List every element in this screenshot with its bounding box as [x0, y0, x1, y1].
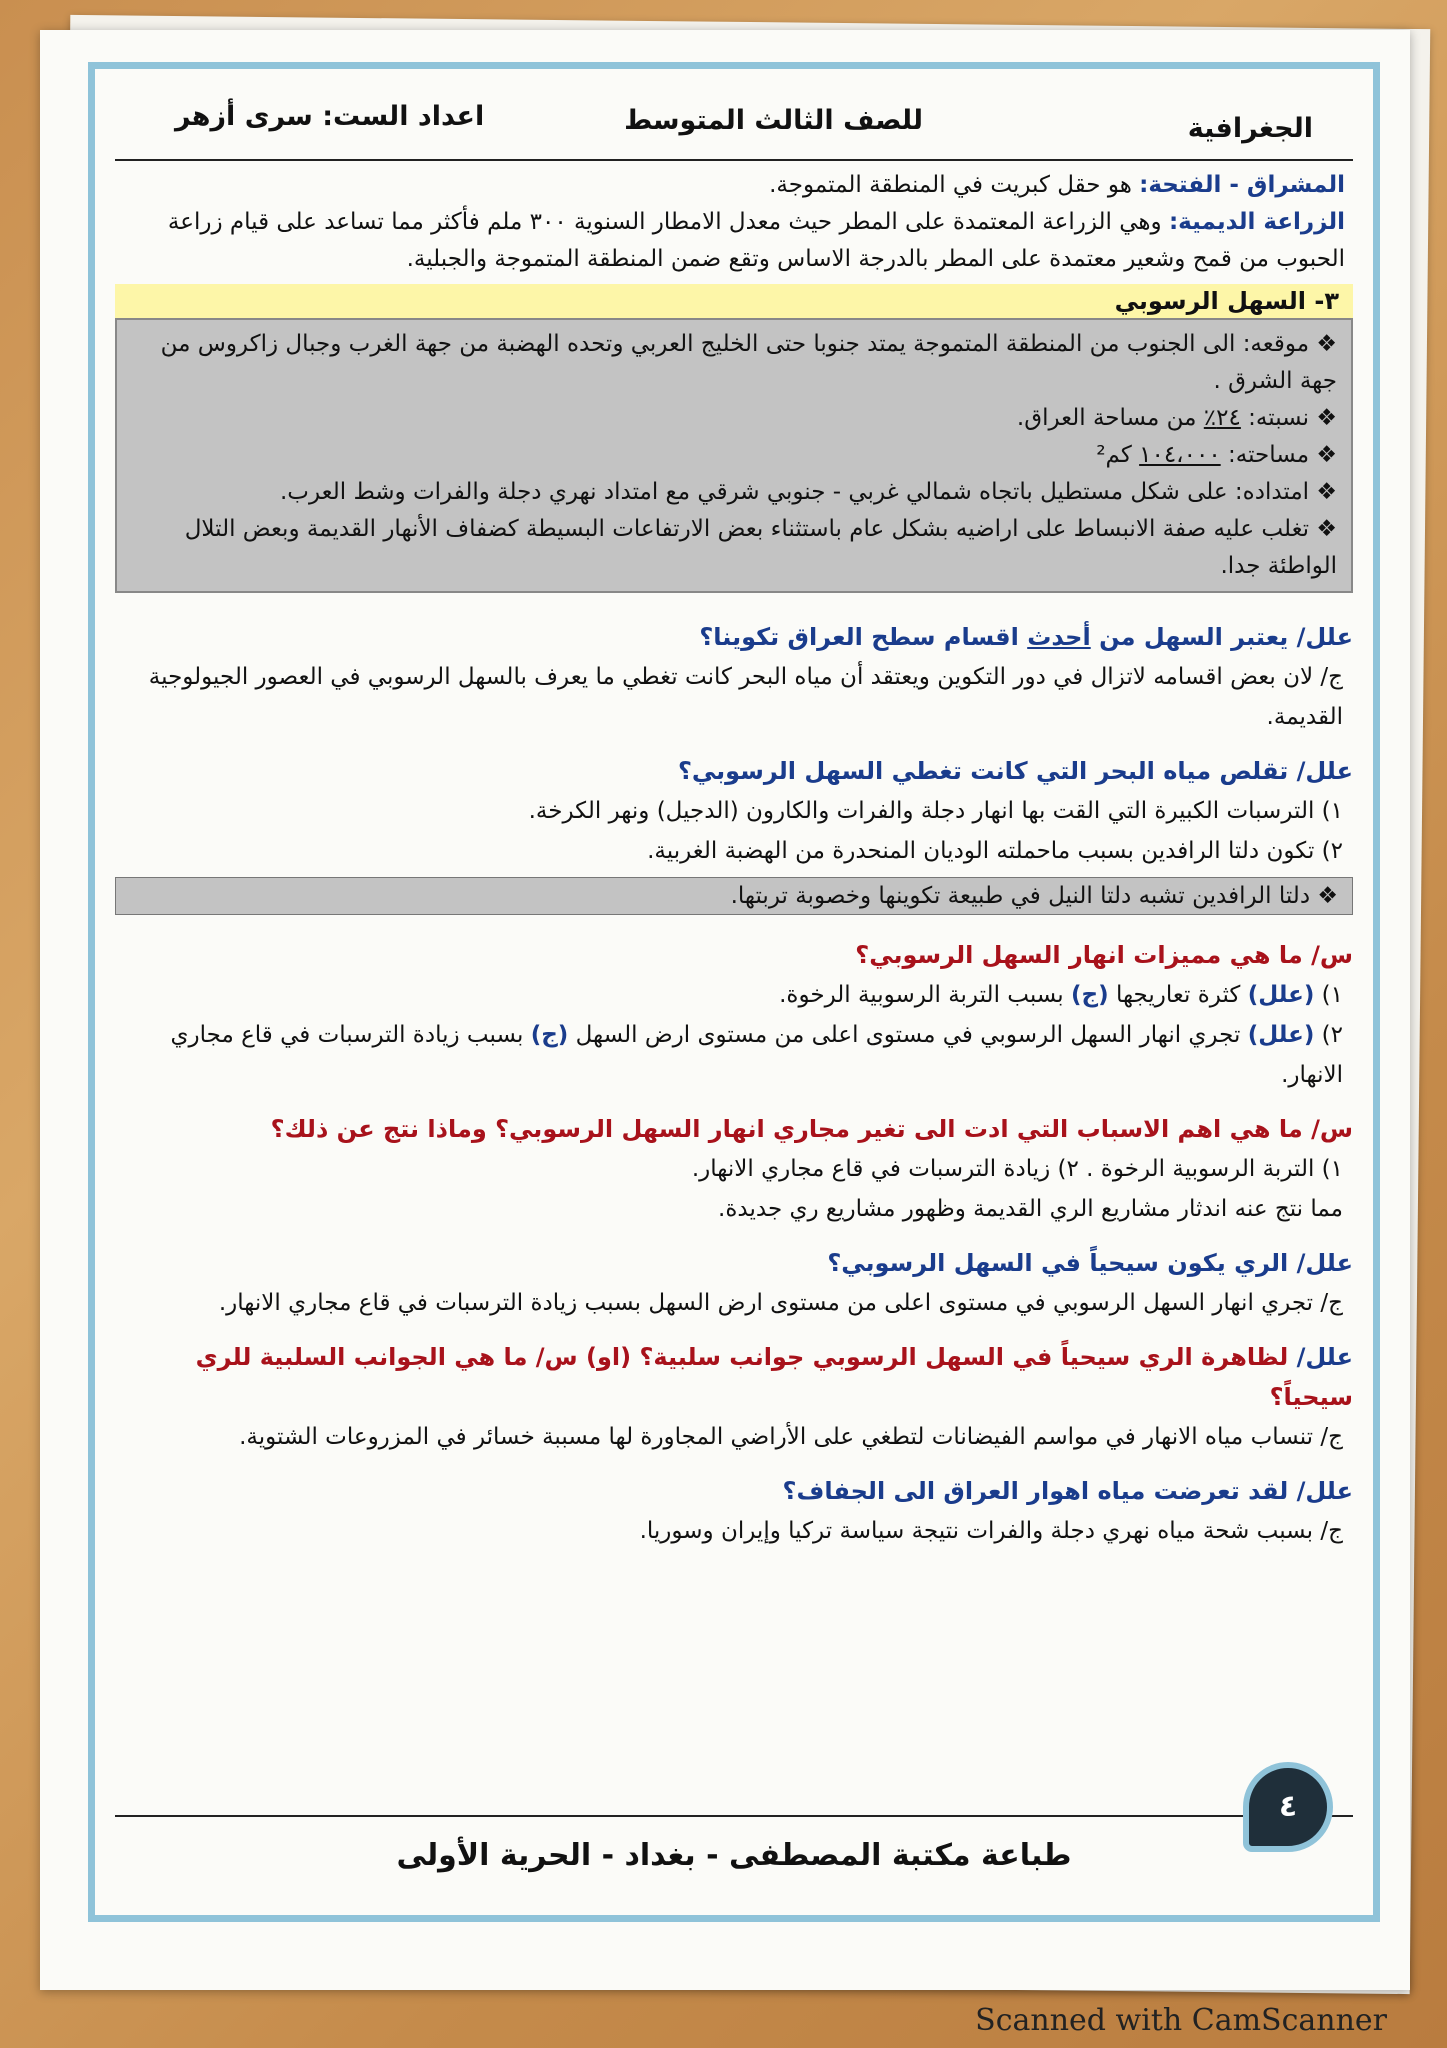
answer-6: ج/ تنساب مياه الانهار في مواسم الفيضانات لتطغي على الأراضي المجاورة لها مسببة خسائر في المزروعات الشتوية. — [239, 1424, 1343, 1450]
question-2-text: تقلص مياه البحر التي كانت تغطي السهل الرسوبي؟ — [677, 757, 1297, 785]
section-title: ٣- السهل الرسوبي — [1114, 287, 1339, 315]
delta-note: ❖ دلتا الرافدين تشبه دلتا النيل في طبيعة تكوينها وخصوبة تربتها. — [115, 877, 1353, 915]
question-4-text: ما هي اهم الاسباب التي ادت الى تغير مجاري انهار السهل الرسوبي؟ وماذا نتج عن ذلك؟ — [270, 1115, 1312, 1143]
answer-3-item-2-num: ٢) — [1314, 1022, 1343, 1048]
question-4-label: س/ — [1311, 1115, 1353, 1143]
answer-3-item-1 — [115, 975, 1353, 1015]
rainfed-paragraph — [123, 204, 1345, 278]
question-1-text-a: يعتبر السهل من — [1090, 623, 1297, 651]
question-5 — [115, 1243, 1353, 1283]
question-3-label: س/ — [1311, 941, 1353, 969]
question-7 — [115, 1471, 1353, 1511]
footer-publisher: طباعة مكتبة المصطفى - بغداد - الحرية الأولى — [396, 1838, 1072, 1873]
answer-3-item-2-rest: بسبب زيادة الترسبات في قاع مجاري الانهار. — [170, 1022, 1343, 1088]
fact-extent: ❖ امتداده: على شكل مستطيل باتجاه شمالي غربي - جنوبي شرقي مع امتداد نهري دجلة والفرات وشط العرب. — [279, 479, 1337, 505]
question-7-label: علل/ — [1296, 1477, 1353, 1505]
fact-ratio — [131, 400, 1337, 437]
ratio-suffix: من مساحة العراق. — [1016, 405, 1204, 431]
question-7-text: لقد تعرضت مياه اهوار العراق الى الجفاف؟ — [782, 1477, 1297, 1505]
page-content — [115, 101, 1353, 1895]
section-title-bar — [115, 284, 1353, 318]
section-facts-box — [115, 318, 1353, 593]
question-4 — [115, 1109, 1353, 1149]
answer-3-item-2-why: (علل) — [1247, 1022, 1315, 1048]
answer-3-item-1-text: كثرة تعاريجها — [1108, 982, 1248, 1008]
scanner-watermark: Scanned with CamScanner — [975, 2003, 1387, 2038]
ratio-value: ٢٤٪ — [1203, 405, 1241, 431]
question-6 — [115, 1337, 1353, 1417]
question-6-text-a: لظاهرة الري سيحياً في السهل الرسوبي جوانب سلبية؟ (او) — [577, 1343, 1297, 1371]
question-1 — [115, 617, 1353, 657]
area-prefix: ❖ مساحته: — [1220, 442, 1337, 468]
question-6-text-b: ما هي الجوانب السلبية للري سيحياً؟ — [195, 1343, 1353, 1411]
area-suffix: كم² — [1096, 442, 1140, 468]
answer-3-item-1-j: (ج) — [1071, 982, 1109, 1008]
question-3-text: ما هي مميزات انهار السهل الرسوبي؟ — [855, 941, 1312, 969]
question-1-text-b: اقسام سطح العراق تكوينا؟ — [699, 623, 1028, 651]
answer-5: ج/ تجري انهار السهل الرسوبي في مستوى اعلى من مستوى ارض السهل بسبب زيادة الترسبات في قاع مجاري الانهار. — [218, 1290, 1343, 1316]
grade-title: للصف الثالث المتوسط — [624, 105, 923, 136]
answer-3-item-2-j: (ج) — [530, 1022, 569, 1048]
question-3 — [115, 935, 1353, 975]
question-2-label: علل/ — [1296, 757, 1353, 785]
answer-3-item-1-num: ١) — [1314, 982, 1343, 1008]
answer-2-item-1: ١) الترسبات الكبيرة التي القت بها انهار دجلة والفرات والكارون (الدجيل) ونهر الكرخة. — [528, 798, 1343, 824]
mishraq-text: هو حقل كبريت في المنطقة المتموجة. — [769, 172, 1140, 198]
answer-4-cause-1: ١) التربة الرسوبية الرخوة . — [1078, 1156, 1343, 1182]
question-5-text: الري يكون سيحياً في السهل الرسوبي؟ — [827, 1249, 1297, 1277]
page-number-badge — [1243, 1762, 1333, 1852]
answer-4-cause-2: ٢) زيادة الترسبات في قاع مجاري الانهار. — [691, 1156, 1079, 1182]
answer-4-causes — [115, 1149, 1353, 1189]
answer-3-item-1-rest: بسبب التربة الرسوبية الرخوة. — [779, 982, 1072, 1008]
question-1-label: علل/ — [1296, 623, 1353, 651]
subject-title: الجغرافية — [1187, 113, 1313, 144]
fact-flatness: ❖ تغلب عليه صفة الانبساط على اراضيه بشكل عام باستثناء بعض الارتفاعات البسيطة كضفاف الأنهار القديمة وبعض التلال الواطئة جدا. — [184, 516, 1337, 579]
answer-7: ج/ بسبب شحة مياه نهري دجلة والفرات نتيجة سياسة تركيا وإيران وسوريا. — [639, 1518, 1343, 1544]
question-1-underlined: أحدث — [1027, 623, 1091, 651]
mishraq-paragraph — [123, 167, 1345, 204]
answer-3-item-2-text: تجري انهار السهل الرسوبي في مستوى اعلى من مستوى ارض السهل — [568, 1022, 1248, 1048]
answer-4-result: مما نتج عنه اندثار مشاريع الري القديمة وظهور مشاريع ري جديدة. — [718, 1196, 1343, 1222]
page-footer — [115, 1789, 1353, 1895]
area-value: ١٠٤،٠٠٠ — [1139, 442, 1221, 468]
fact-location: ❖ موقعه: الى الجنوب من المنطقة المتموجة يمتد جنوبا حتى الخليج العربي وتحده الهضبة من جهة الغرب وجبال زاكروس من جهة الشرق . — [160, 331, 1337, 394]
answer-2-item-2: ٢) تكون دلتا الرافدين بسبب ماحملته الوديان المنحدرة من الهضبة الغربية. — [647, 838, 1343, 864]
question-6-label-b: س/ — [535, 1343, 578, 1371]
rainfed-text: وهي الزراعة المعتمدة على المطر حيث معدل الامطار السنوية ٣٠٠ ملم فأكثر مما تساعد على قيام زراعة الحبوب من قمح وشعير معتمدة على المطر بالدرجة الاساس وتقع ضمن المنطقة المتموجة والجبلية. — [167, 209, 1345, 272]
answer-3-item-1-why: (علل) — [1247, 982, 1315, 1008]
question-2 — [115, 751, 1353, 791]
question-6-label: علل/ — [1296, 1343, 1353, 1371]
fact-area — [131, 437, 1337, 474]
mishraq-label: المشراق - الفتحة: — [1139, 172, 1345, 198]
ratio-prefix: ❖ نسبته: — [1240, 405, 1337, 431]
page-number: ٤ — [1278, 1789, 1298, 1824]
rainfed-label: الزراعة الديمية: — [1168, 209, 1345, 235]
prepared-by: اعداد الست: سرى أزهر — [175, 101, 485, 132]
answer-3-item-2 — [115, 1015, 1353, 1095]
page-frame — [88, 62, 1380, 1922]
page-header — [115, 101, 1353, 161]
question-5-label: علل/ — [1296, 1249, 1353, 1277]
answer-1: ج/ لان بعض اقسامه لاتزال في دور التكوين ويعتقد أن مياه البحر كانت تغطي ما يعرف بالسهل الرسوبي في العصور الجيولوجية القديمة. — [148, 664, 1343, 730]
